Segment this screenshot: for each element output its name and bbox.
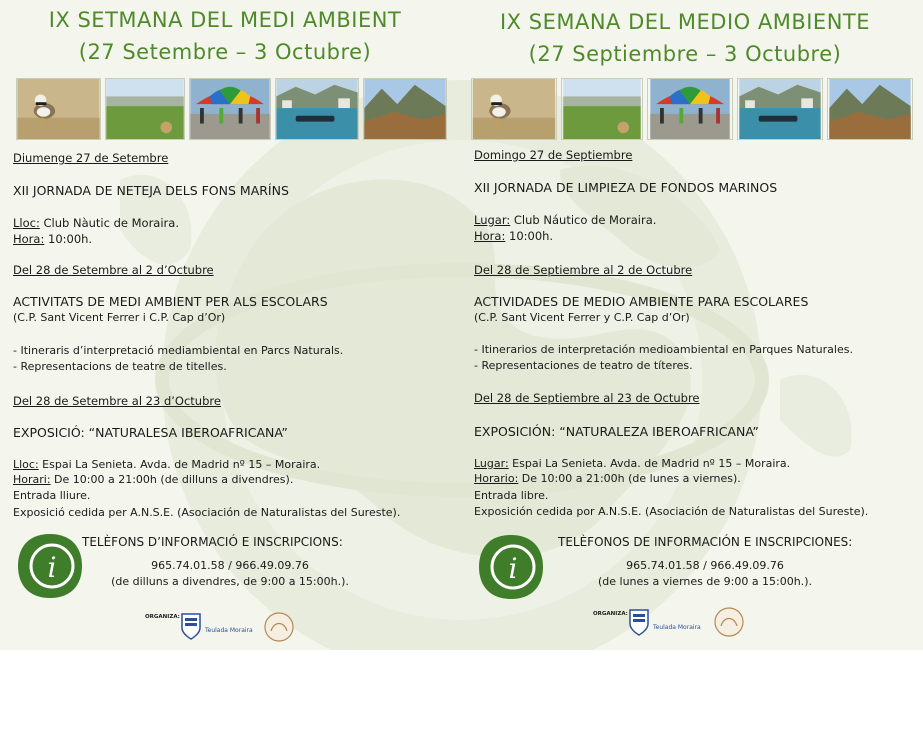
event1-title: XII JORNADA DE LIMPIEZA DE FONDOS MARINOS [474,180,778,195]
event1-time: Hora: 10:00h. [13,232,93,246]
town-crest-logo [628,608,650,636]
info-title: TELÈFONOS DE INFORMACIÓN E INSCRIPCIONES: [558,535,853,549]
parachute-game-photo [189,78,271,140]
event3-entry: Entrada libre. [474,489,549,502]
date-1: Domingo 27 de Septiembre [474,148,633,162]
date-3: Del 28 de Setembre al 23 d’Octubre [13,394,221,408]
valencian-column [0,0,450,650]
event3-entry: Entrada lliure. [13,489,91,502]
info-phones: 965.74.01.58 / 966.49.09.76 [626,559,784,572]
event1-place: Lloc: Club Nàutic de Moraira. [13,216,179,230]
title-line2: (27 Setembre – 3 Octubre) [78,40,372,64]
date-1: Diumenge 27 de Setembre [13,151,169,165]
association-seal-logo [712,606,746,638]
date-2: Del 28 de Setembre al 2 d’Octubre [13,263,214,277]
info-icon [477,533,545,601]
title-line2: (27 Septiembre – 3 Octubre) [528,42,842,66]
event2-item1: - Itinerarios de interpretación medioambiental en Parques Naturales. [474,343,853,356]
town-crest-logo [180,612,202,640]
event2-item2: - Representaciones de teatro de títeres. [474,359,693,372]
event3-title: EXPOSICIÓN: “NATURALEZA IBEROAFRICANA” [474,424,759,439]
title-line1: IX SETMANA DEL MEDI AMBIENT [48,8,402,32]
info-hours: (de lunes a viernes de 9:00 a 15:00h.). [597,575,813,588]
event2-sub: (C.P. Sant Vicent Ferrer y C.P. Cap d’Or) [474,311,690,324]
event1-time: Hora: 10:00h. [474,229,554,243]
municipality-logo-text: Teulada Moraira [653,624,701,631]
event3-credit: Exposición cedida por A.N.S.E. (Asociación de Naturalistas del Sureste). [474,505,869,518]
spanish-column [460,0,910,650]
event2-item1: - Itineraris d’interpretació mediambiental en Parcs Naturals. [13,344,344,357]
info-hours: (de dilluns a divendres, de 9:00 a 15:00h.). [111,575,349,588]
association-seal-logo [262,611,296,643]
event3-hours: Horario: De 10:00 a 21:00h (de lunes a viernes). [474,472,741,485]
bird-photo [471,78,557,140]
event3-title: EXPOSICIÓ: “NATURALESA IBEROAFRICANA” [13,425,288,440]
event2-title: ACTIVITATS DE MEDI AMBIENT PER ALS ESCOLARS [13,294,328,309]
event2-item2: - Representacions de teatre de titelles. [13,360,227,373]
info-icon [16,532,84,600]
svg-text:i: i [508,552,518,585]
event3-hours: Horari: De 10:00 a 21:00h (de dilluns a divendres). [13,473,294,486]
event1-place: Lugar: Club Náutico de Moraira. [474,213,657,227]
org-label: ORGANIZA: [145,614,180,620]
date-3: Del 28 de Septiembre al 23 de Octubre [474,391,700,405]
coast-field-photo [105,78,185,140]
event3-credit: Exposició cedida per A.N.S.E. (Asociación de Naturalistas del Sureste). [13,506,401,519]
photo-strip [471,78,907,140]
info-phones: 965.74.01.58 / 966.49.09.76 [151,559,309,572]
municipality-logo-text: Teulada Moraira [205,627,253,634]
date-2: Del 28 de Septiembre al 2 de Octubre [474,263,693,277]
coast-field-photo [561,78,643,140]
parachute-game-photo [647,78,733,140]
event2-sub: (C.P. Sant Vicent Ferrer i C.P. Cap d’Or) [13,311,226,324]
mountain-valley-photo [363,78,447,140]
title-line1: IX SEMANA DEL MEDIO AMBIENTE [499,10,870,34]
svg-text:i: i [47,551,57,584]
event3-place: Lloc: Espai La Senieta. Avda. de Madrid nº 15 – Moraira. [13,458,321,471]
boats-harbour-photo [737,78,823,140]
boats-harbour-photo [275,78,359,140]
event3-place: Lugar: Espai La Senieta. Avda. de Madrid nº 15 – Moraira. [474,457,791,470]
org-label: ORGANIZA: [593,611,628,617]
info-title: TELÈFONS D’INFORMACIÓ E INSCRIPCIONS: [82,535,343,549]
photo-strip [14,78,450,140]
event2-title: ACTIVIDADES DE MEDIO AMBIENTE PARA ESCOLARES [474,294,809,309]
event1-title: XII JORNADA DE NETEJA DELS FONS MARÍNS [13,183,289,198]
mountain-valley-photo [827,78,913,140]
bird-photo [16,78,101,140]
